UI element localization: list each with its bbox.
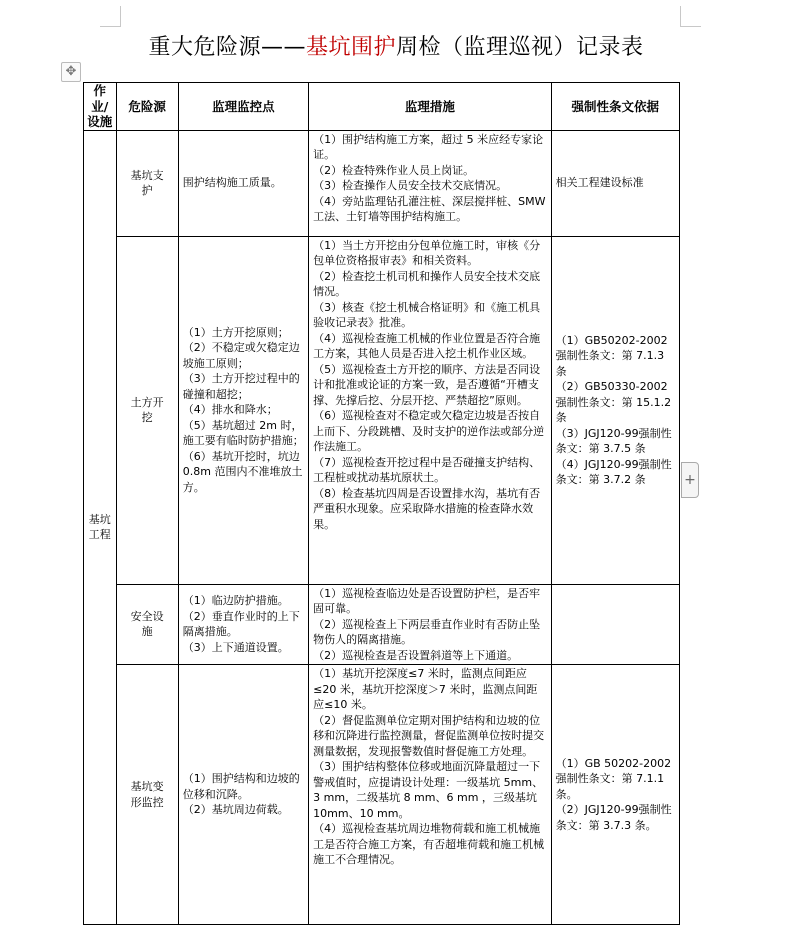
monitoring-point-text: （2）垂直作业时的上下隔离措施。 <box>182 609 300 639</box>
basis-text: （3）JGJ120-99强制性条文：第 3.7.5 条 <box>555 426 672 455</box>
measure-text: （2）巡视检查上下两层垂直作业时有否防止坠物伤人的隔离措施。 <box>313 617 541 646</box>
measure-text: （1）当土方开挖由分包单位施工时，审核《分包单位资格报审表》和相关资料。 <box>313 238 541 267</box>
header-monitoring-points: 监理监控点 <box>178 83 308 131</box>
monitoring-point-text: （4）排水和降水； <box>182 403 278 417</box>
monitoring-point-text: （1）土方开挖原则； <box>182 325 289 339</box>
measure-text: （2）督促监测单位定期对围护结构和边坡的位移和沉降进行监控测量，督促监测单位按时提交测量数据，发现报警数值时督促施工方处理。 <box>313 713 545 758</box>
table-move-handle[interactable] <box>61 62 81 82</box>
measure-text: （2）检查挖土机司机和操作人员安全技术交底情况。 <box>313 269 541 298</box>
header-measures: 监理措施 <box>309 83 551 131</box>
title-part-1: 重大危险源—— <box>148 35 306 60</box>
table-row <box>84 584 680 665</box>
basis-cell <box>551 236 679 584</box>
measure-text: （4）巡视检查施工机械的作业位置是否符合施工方案，其他人员是否进入挖土机作业区域。 <box>313 331 541 360</box>
measure-text: （6）巡视检查对不稳定或欠稳定边坡是否按自上而下、分段跳槽、及时支护的逆作法或部分逆作法施工。 <box>313 409 545 453</box>
measure-text: （2）检查特殊作业人员上岗证。 <box>313 163 475 177</box>
header-mandatory-basis: 强制性条文依据 <box>551 83 679 131</box>
measure-text: （1）基坑开挖深度≤7 米时，监测点间距应≤20 米，基坑开挖深度＞7 米时，监测点间距应≤10 米。 <box>313 667 538 711</box>
basis-text: （1）GB 50202-2002强制性条文：第 7.1.1 条。 <box>555 756 672 801</box>
monitoring-point-cell <box>178 584 308 665</box>
table-row <box>84 665 680 925</box>
monitoring-point-cell <box>178 665 308 925</box>
monitoring-point-text: （1）临边防护措施。 <box>182 594 289 608</box>
monitoring-point-text: （2）基坑周边荷载。 <box>182 803 289 817</box>
measure-text: （2）巡视检查是否设置斜道等上下通道。 <box>313 648 519 662</box>
measure-text: （4）旁站监理钻孔灌注桩、深层搅拌桩、SMW 工法、土钉墙等围护结构施工。 <box>313 194 546 223</box>
table-row <box>84 236 680 584</box>
table-row <box>84 130 680 236</box>
record-table <box>83 82 680 925</box>
facility-cell: 基坑工程 <box>84 130 117 925</box>
measure-text: （3）围护结构整体位移或地面沉降量超过一下警戒值时，应提请设计处理：一级基坑 5mm、3 mm，二级基坑 8 mm、6 mm ，三级基坑 10mm、10 mm。 <box>313 760 544 820</box>
monitoring-point-text: （3）土方开挖过程中的碰撞和超挖； <box>182 372 300 401</box>
plus-icon: + <box>684 472 696 488</box>
basis-text: （2）GB50330-2002强制性条文：第 15.1.2 条 <box>555 380 672 424</box>
measure-text: （3）核查《挖土机械合格证明》和《施工机具验收记录表》批准。 <box>313 300 541 329</box>
title-part-3: 周检（监理巡视）记录表 <box>396 35 644 60</box>
measure-text: （3）检查操作人员安全技术交底情况。 <box>313 179 508 192</box>
monitoring-point-cell <box>178 236 308 584</box>
measure-cell <box>309 584 551 665</box>
basis-cell <box>551 130 679 236</box>
monitoring-point-text: （5）基坑超过 2m 时，施工要有临时防护措施； <box>182 418 304 448</box>
measure-text: （8）检查基坑四周是否设置排水沟，基坑有否严重积水现象。应采取降水措施的检查降水效果。 <box>313 486 541 531</box>
measure-cell <box>309 130 551 236</box>
measure-text: （4）巡视检查基坑周边堆物荷载和施工机械施工是否符合施工方案，有否超堆荷载和施工机械施工不合理情况。 <box>313 822 545 866</box>
basis-cell <box>551 584 679 665</box>
move-arrows-icon: ✥ <box>65 64 77 79</box>
add-column-button[interactable] <box>681 462 699 498</box>
monitoring-point-cell <box>178 130 308 236</box>
crop-mark-top-right <box>680 6 701 27</box>
monitoring-point-text: （3）上下通道设置。 <box>182 640 289 654</box>
title-part-2-highlight: 基坑围护 <box>305 35 396 60</box>
header-facility: 作业/设施 <box>84 83 117 131</box>
basis-text: 相关工程建设标准 <box>555 176 644 190</box>
monitoring-point-text: 围护结构施工质量。 <box>182 176 282 190</box>
basis-text: （1）GB50202-2002强制性条文：第 7.1.3 条 <box>555 333 668 378</box>
monitoring-point-text: （1）围护结构和边坡的位移和沉降。 <box>182 772 300 801</box>
measure-text: （1）巡视检查临边处是否设置防护栏，是否牢固可靠。 <box>313 586 541 615</box>
basis-cell <box>551 665 679 925</box>
crop-mark-top-left <box>100 6 121 27</box>
hazard-cell: 安全设施 <box>116 584 178 665</box>
basis-text: （2）JGJ120-99强制性条文：第 3.7.3 条。 <box>555 803 672 832</box>
table-header-row <box>84 83 680 131</box>
monitoring-point-text: （2）不稳定或欠稳定边坡施工原则； <box>182 341 300 370</box>
measure-text: （7）巡视检查开挖过程中是否碰撞支护结构、工程桩或扰动基坑原状土。 <box>313 455 541 484</box>
measure-cell <box>309 236 551 584</box>
measure-cell <box>309 665 551 925</box>
measure-text: （5）巡视检查土方开挖的顺序、方法是否同设计和批准或论证的方案一致，是否遵循“开槽支撑、先撑后挖、分层开挖、严禁超挖”原则。 <box>313 362 541 407</box>
hazard-cell: 土方开挖 <box>116 236 178 584</box>
header-hazard: 危险源 <box>116 83 178 131</box>
document-title <box>0 30 792 61</box>
monitoring-point-text: （6）基坑开挖时，坑边 0.8m 范围内不准堆放土方。 <box>182 449 303 494</box>
hazard-cell: 基坑支护 <box>116 130 178 236</box>
measure-text: （1）围护结构施工方案，超过 5 米应经专家论证。 <box>313 132 544 161</box>
hazard-cell: 基坑变形监控 <box>116 665 178 925</box>
basis-text: （4）JGJ120-99强制性条文：第 3.7.2 条 <box>555 457 672 486</box>
